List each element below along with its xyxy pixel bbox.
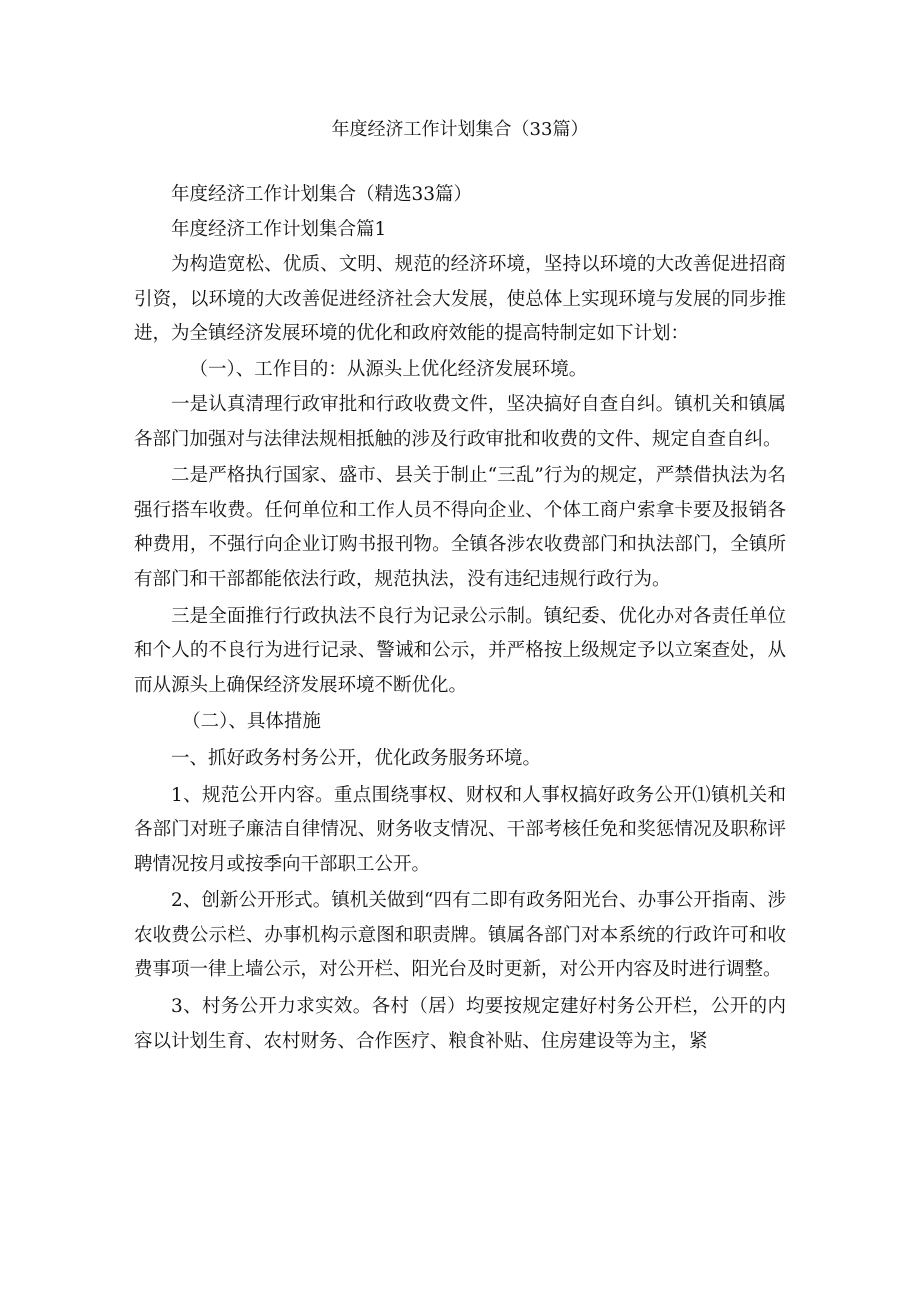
paragraph: 一、抓好政务村务公开，优化政务服务环境。: [171, 747, 542, 769]
paragraph: 3、村务公开力求实效。各村（居）均要按规定建好村务公开栏，公开的内容以计划生育、农村财务、合作医疗、粮食补贴、住房建设等为主，紧: [134, 996, 786, 1052]
section-goal-heading: （一）、工作目的：从源头上优化经济发展环境。: [189, 358, 588, 380]
paragraph: 2、创新公开形式。镇机关做到“四有二即有政务阳光台、办事公开指南、涉农收费公示栏、办事机构示意图和职责牌。镇属各部门对本系统的行政许可和收费事项一律上墙公示，对公开栏、阳光台及时更新，对公开内容及时进行调整。: [134, 890, 786, 981]
section-heading: 年度经济工作计划集合篇1: [171, 218, 387, 240]
document-body: [134, 178, 786, 1059]
paragraph: 一是认真清理行政审批和行政收费文件，坚决搞好自查自纠。镇机关和镇属各部门加强对与法律法规相抵触的涉及行政审批和收费的文件、规定自查自纠。: [134, 393, 786, 450]
paragraph: 1、规范公开内容。重点围绕事权、财权和人事权搞好政务公开⑴镇机关和各部门对班子廉洁自律情况、财务收支情况、干部考核任免和奖惩情况及职称评聘情况按月或按季向干部职工公开。: [134, 784, 786, 875]
paragraph: 三是全面推行行政执法不良行为记录公示制。镇纪委、优化办对各责任单位和个人的不良行为进行记录、警诫和公示，并严格按上级规定予以立案查处，从而从源头上确保经济发展环境不断优化。: [134, 605, 786, 696]
document-subtitle: 年度经济工作计划集合（精选33篇）: [171, 184, 473, 205]
paragraph: 二是严格执行国家、盛市、县关于制止“三乱”行为的规定，严禁借执法为名强行搭车收费。任何单位和工作人员不得向企业、个体工商户索拿卡要及报销各种费用，不强行向企业订购书报刊物。全镇各涉农收费部门和执法部门，全镇所有部门和干部都能依法行政，规范执法，没有违纪违规行政行为。: [134, 465, 786, 590]
section-measures-heading: （二）、具体措施: [182, 711, 321, 733]
paragraph: 为构造宽松、优质、文明、规范的经济环境，坚持以环境的大改善促进招商引资，以环境的大改善促进经济社会大发展，使总体上实现环境与发展的同步推进，为全镇经济发展环境的优化和政府效能的提高特制定如下计划：: [134, 254, 786, 345]
document-title: 年度经济工作计划集合（33篇）: [331, 119, 589, 140]
